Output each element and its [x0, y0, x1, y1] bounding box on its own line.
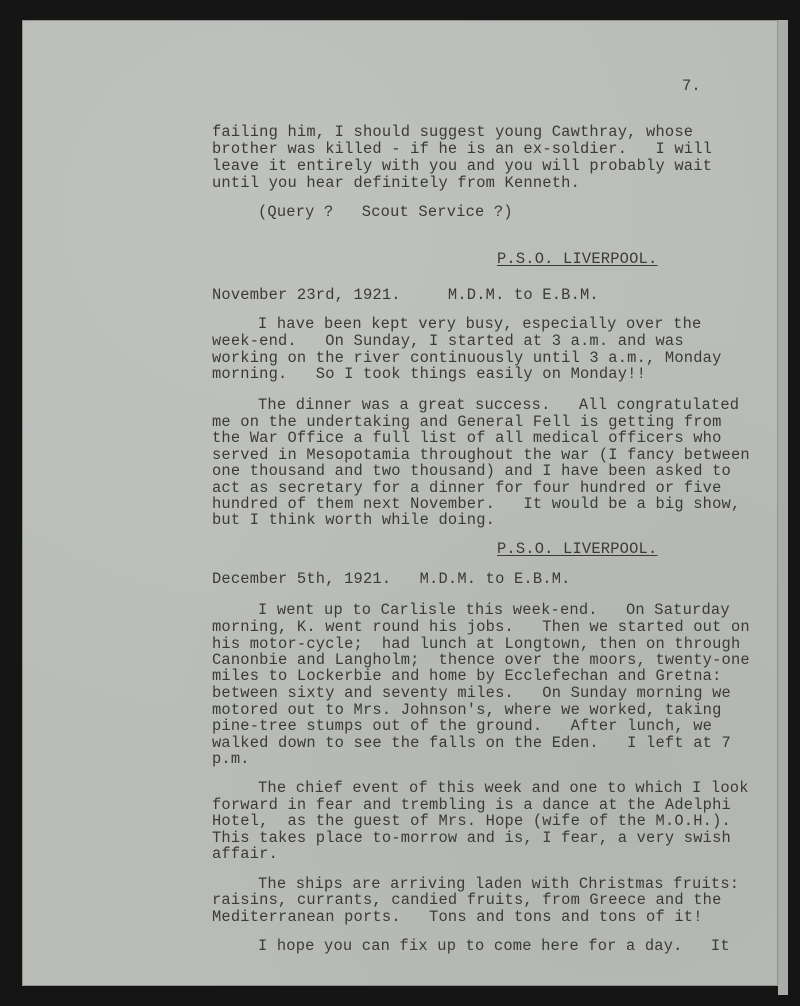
- text-line: The chief event of this week and one to which I look: [258, 779, 749, 797]
- text-line: I hope you can fix up to come here for a day. It: [258, 937, 730, 955]
- text-line: Hotel, as the guest of Mrs. Hope (wife of the M.O.H.).: [212, 812, 731, 830]
- text-line: December 5th, 1921. M.D.M. to E.B.M.: [212, 570, 571, 588]
- text-line: raisins, currants, candied fruits, from Greece and the: [212, 891, 722, 909]
- text-line: morning, K. went round his jobs. Then we started out on: [212, 618, 750, 636]
- text-line: one thousand and two thousand) and I have been asked to: [212, 462, 731, 480]
- text-line: The ships are arriving laden with Christmas fruits:: [258, 875, 740, 893]
- text-line: November 23rd, 1921. M.D.M. to E.B.M.: [212, 286, 599, 304]
- document-page: [22, 20, 778, 986]
- text-line: act as secretary for a dinner for four hundred or five: [212, 479, 722, 497]
- text-line: p.m.: [212, 750, 250, 768]
- text-line: Mediterranean ports. Tons and tons and tons of it!: [212, 908, 703, 926]
- text-line: working on the river continuously until 3 a.m., Monday: [212, 349, 722, 367]
- text-line: miles to Lockerbie and home by Ecclefechan and Gretna:: [212, 667, 722, 685]
- page-number: 7.: [682, 77, 701, 95]
- text-line: Canonbie and Langholm; thence over the moors, twenty-one: [212, 651, 750, 669]
- text-line: walked down to see the falls on the Eden. I left at 7: [212, 734, 731, 752]
- text-line: I have been kept very busy, especially over the: [258, 315, 702, 333]
- text-line: me on the undertaking and General Fell is getting from: [212, 413, 722, 431]
- text-line: served in Mesopotamia throughout the war (I fancy between: [212, 446, 750, 464]
- text-line: I went up to Carlisle this week-end. On Saturday: [258, 601, 730, 619]
- text-line: forward in fear and trembling is a dance at the Adelphi: [212, 796, 731, 814]
- text-line: (Query ? Scout Service ?): [258, 203, 513, 221]
- text-line: pine-tree stumps out of the ground. After lunch, we: [212, 717, 713, 735]
- text-line: his motor-cycle; had lunch at Longtown, then on through: [212, 635, 741, 653]
- next-page-edge: [778, 20, 788, 995]
- text-line: morning. So I took things easily on Monday!!: [212, 365, 647, 383]
- text-line: failing him, I should suggest young Cawthray, whose: [212, 123, 694, 141]
- section-heading: P.S.O. LIVERPOOL.: [497, 540, 658, 558]
- text-line: leave it entirely with you and you will probably wait: [212, 157, 713, 175]
- text-line: but I think worth while doing.: [212, 511, 496, 529]
- text-line: brother was killed - if he is an ex-soldier. I will: [212, 140, 713, 158]
- text-line: motored out to Mrs. Johnson's, where we worked, taking: [212, 701, 722, 719]
- text-line: affair.: [212, 845, 279, 863]
- text-line: between sixty and seventy miles. On Sunday morning we: [212, 684, 731, 702]
- text-line: hundred of them next November. It would be a big show,: [212, 495, 741, 513]
- text-line: week-end. On Sunday, I started at 3 a.m. and was: [212, 332, 684, 350]
- text-line: the War Office a full list of all medical officers who: [212, 429, 722, 447]
- section-heading: P.S.O. LIVERPOOL.: [497, 250, 658, 268]
- text-line: until you hear definitely from Kenneth.: [212, 174, 580, 192]
- text-line: The dinner was a great success. All congratulated: [258, 396, 740, 414]
- text-line: This takes place to-morrow and is, I fear, a very swish: [212, 829, 731, 847]
